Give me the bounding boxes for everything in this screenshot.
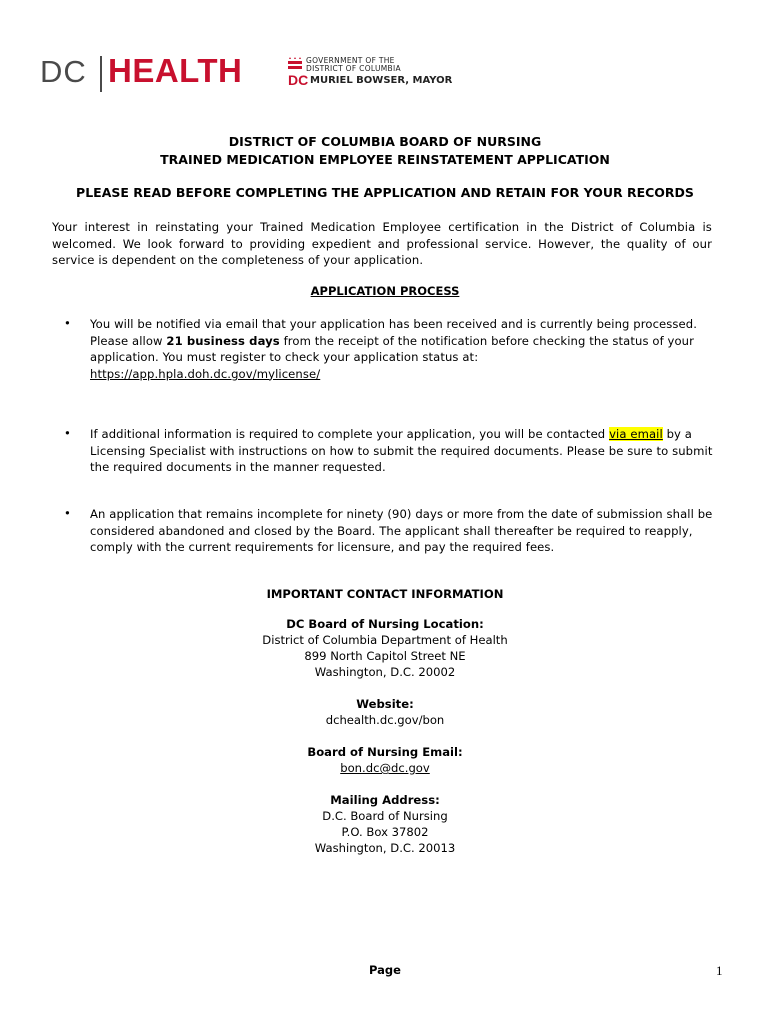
page-label: Page [369,963,401,977]
location-line-3: Washington, D.C. 20002 [314,665,456,679]
bullet-2: • [64,426,71,440]
location-line-1: District of Columbia Department of Health [262,633,508,647]
website-value: dchealth.dc.gov/bon [325,713,445,727]
intro-paragraph: Your interest in reinstating your Trained Medication Employee certification in the District of Columbia is welcomed. We look forward to providing expedient and professional service. However, the quality of our service is dependent on the completeness of your application. [52,220,712,267]
bullet-text-1 [90,316,730,382]
dc-health-logo-health: HEALTH [108,52,243,89]
page-number: 1 [716,963,723,978]
mailing-line-2: P.O. Box 37802 [341,825,429,839]
email-block [0,744,770,776]
dc-flag-icon [288,56,302,70]
gov-line-2: DISTRICT OF COLUMBIA [306,64,401,73]
mailing-line-1: D.C. Board of Nursing [322,809,448,823]
b1-text-a: You will be notified via email that your application has been received and is currently being processed. Please allow [90,317,698,348]
title-application: TRAINED MEDICATION EMPLOYEE REINSTATEMENT APPLICATION [160,152,610,167]
gov-mayor: MURIEL BOWSER, MAYOR [310,75,453,86]
bullet-1: • [64,316,71,330]
b1-bold: 21 business days [166,333,280,348]
bullet-text-3: An application that remains incomplete for ninety (90) days or more from the date of submission shall be considered abandoned and closed by the Board. The applicant shall thereafter be required to reapply, comply with the current requirements for licensure, and pay the required fees. [90,507,713,554]
gov-line-1: GOVERNMENT OF THE [306,56,395,65]
gov-dc-mark: DC [288,72,309,88]
email-link[interactable]: bon.dc@dc.gov [340,761,430,775]
location-line-2: 899 North Capitol Street NE [304,649,466,663]
mailing-block [0,792,770,856]
application-process-heading: APPLICATION PROCESS [310,284,460,298]
via-email-highlight: via email [609,427,663,441]
dc-health-logo-dc: DC [40,54,87,89]
b2-text-a: If additional information is required to complete your application, you will be contacted [90,427,610,441]
bullet-3: • [64,506,71,520]
b2-text-b: by a Licensing Specialist with instructions on how to submit the required documents. Please be sure to submit the required documents in the manner requested. [90,427,713,474]
title-instructions: PLEASE READ BEFORE COMPLETING THE APPLICATION AND RETAIN FOR YOUR RECORDS [76,185,694,200]
title-board: DISTRICT OF COLUMBIA BOARD OF NURSING [228,134,542,149]
mylicense-link[interactable]: https://app.hpla.doh.dc.gov/mylicense/ [90,366,321,381]
email-label: Board of Nursing Email: [307,745,463,759]
logo-divider [100,56,102,92]
location-label: DC Board of Nursing Location: [286,617,484,631]
b1-text-b: from the receipt of the notification before checking the status of your application. You must register to check your application status at: [90,333,694,364]
location-block [0,616,770,680]
website-block [0,696,770,728]
mailing-label: Mailing Address: [330,793,440,807]
contact-heading: IMPORTANT CONTACT INFORMATION [266,587,504,601]
bullet-text-2 [90,426,730,476]
mailing-line-3: Washington, D.C. 20013 [314,841,456,855]
website-label: Website: [356,697,414,711]
header [40,52,460,96]
